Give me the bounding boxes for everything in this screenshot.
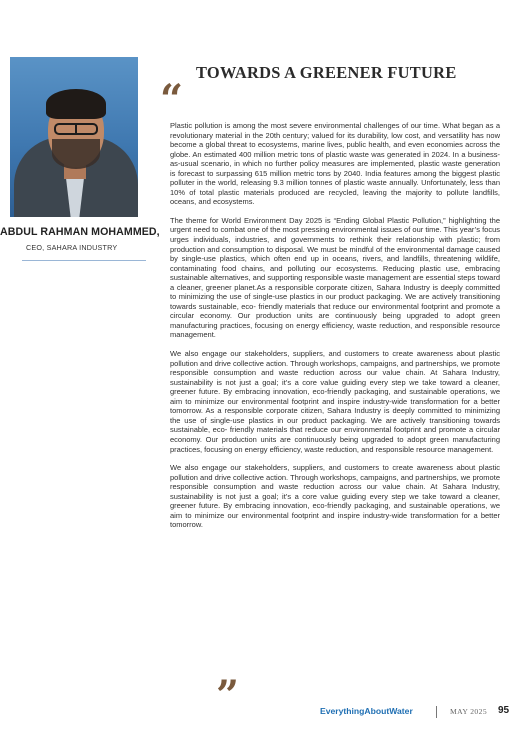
photo-glasses <box>54 123 98 135</box>
photo-hair <box>46 89 106 119</box>
page-footer <box>320 706 510 720</box>
open-quote-icon: “ <box>160 76 184 123</box>
article-paragraph: We also engage our stakeholders, suppliers, and customers to create awareness about plastic pollution and drive collective action. Through workshops, campaigns, and partnerships, we promote responsible consumption and waste reduction across our value chain. At Sahara Industry, sustainability is not just a goal; it’s a core value guiding every step we take toward a cleaner, greener future. By embracing innovation, eco-friendly packaging, and sustainable operations, we aim to minimize our environmental footprint and inspire industry-wide transformation for a better tomorrow. <box>170 463 500 530</box>
photo-beard <box>52 139 100 169</box>
article-paragraph: We also engage our stakeholders, suppliers, and customers to create awareness about plastic pollution and drive collective action. Through workshops, campaigns, and partnerships, we promote responsible consumption and waste reduction across our value chain. At Sahara Industry, sustainability is not just a goal; it’s a core value guiding every step we take toward a cleaner, greener future. By embracing innovation, eco-friendly packaging, and sustainable operations, we aim to minimize our environmental footprint and inspire industry-wide transformation for a better tomorrow. As a responsible corporate citizen, Sahara Industry is deeply committed to minimizing the use of single-use plastics in our product packaging. We are actively transitioning towards sustainable, eco- friendly materials that reduce our environmental footprint and promote a circular economy. Our production units are continuously being upgraded to adopt green manufacturing practices, focusing on energy efficiency, waste reduction, and responsible resource management. <box>170 349 500 454</box>
footer-brand: EverythingAboutWater <box>320 706 413 716</box>
article-paragraph: The theme for World Environment Day 2025 is “Ending Global Plastic Pollution,” highlighting the urgent need to combat one of the most pressing environmental issues of our time. This year’s focus urges individuals, industries, and governments to rethink their relationship with plastic; from production and consumption to disposal. We must be mindful of the environmental damage caused by single-use plastics, which often end up in oceans, rivers, and landfills, threatening wildlife, contaminating food chains, and polluting our ecosystems. Reducing plastic use, embracing sustainable alternatives, and supporting responsible waste management are essential steps toward a cleaner, greener planet.As a responsible corporate citizen, Sahara Industry is deeply committed to minimizing the use of single-use plastics in our product packaging. We are actively transitioning towards sustainable, eco- friendly materials that reduce our environmental footprint and promote a circular economy. Our production units are continuously being upgraded to adopt green manufacturing practices, focusing on energy efficiency, waste reduction, and responsible resource management. <box>170 215 500 340</box>
article-paragraph: Plastic pollution is among the most severe environmental challenges of our time. What began as a revolutionary material in the 20th century; valued for its durability, low cost, and versatility has now become a global threat to ecosystems, marine lives, public health, and even economies across the globe. An estimated 400 million metric tons of plastic waste was generated in 2024. In a business-as-usual scenario, in which no further policy measures are implemented, plastic waste generation is forecast to surpassing 615 million metric tons by 2040. India features among the biggest plastic polluter in the world, releasing 9.3 million tonnes of plastic waste annually. Unfortunately, less than 10% of total plastic materials produced are recycled, leaving the majority to pollute landfills, oceans, and ecosystems. <box>170 121 500 207</box>
article-body <box>170 121 500 539</box>
footer-issue: MAY 2025 <box>450 707 488 716</box>
name-divider <box>22 260 146 261</box>
article-title: TOWARDS A GREENER FUTURE <box>196 63 457 82</box>
close-quote-icon: ” <box>216 672 240 719</box>
footer-divider <box>436 706 437 718</box>
page-number: 95 <box>498 705 510 716</box>
author-name: ABDUL RAHMAN MOHAMMED, <box>0 226 160 238</box>
author-photo <box>10 57 138 217</box>
author-role: CEO, SAHARA INDUSTRY <box>26 243 118 252</box>
